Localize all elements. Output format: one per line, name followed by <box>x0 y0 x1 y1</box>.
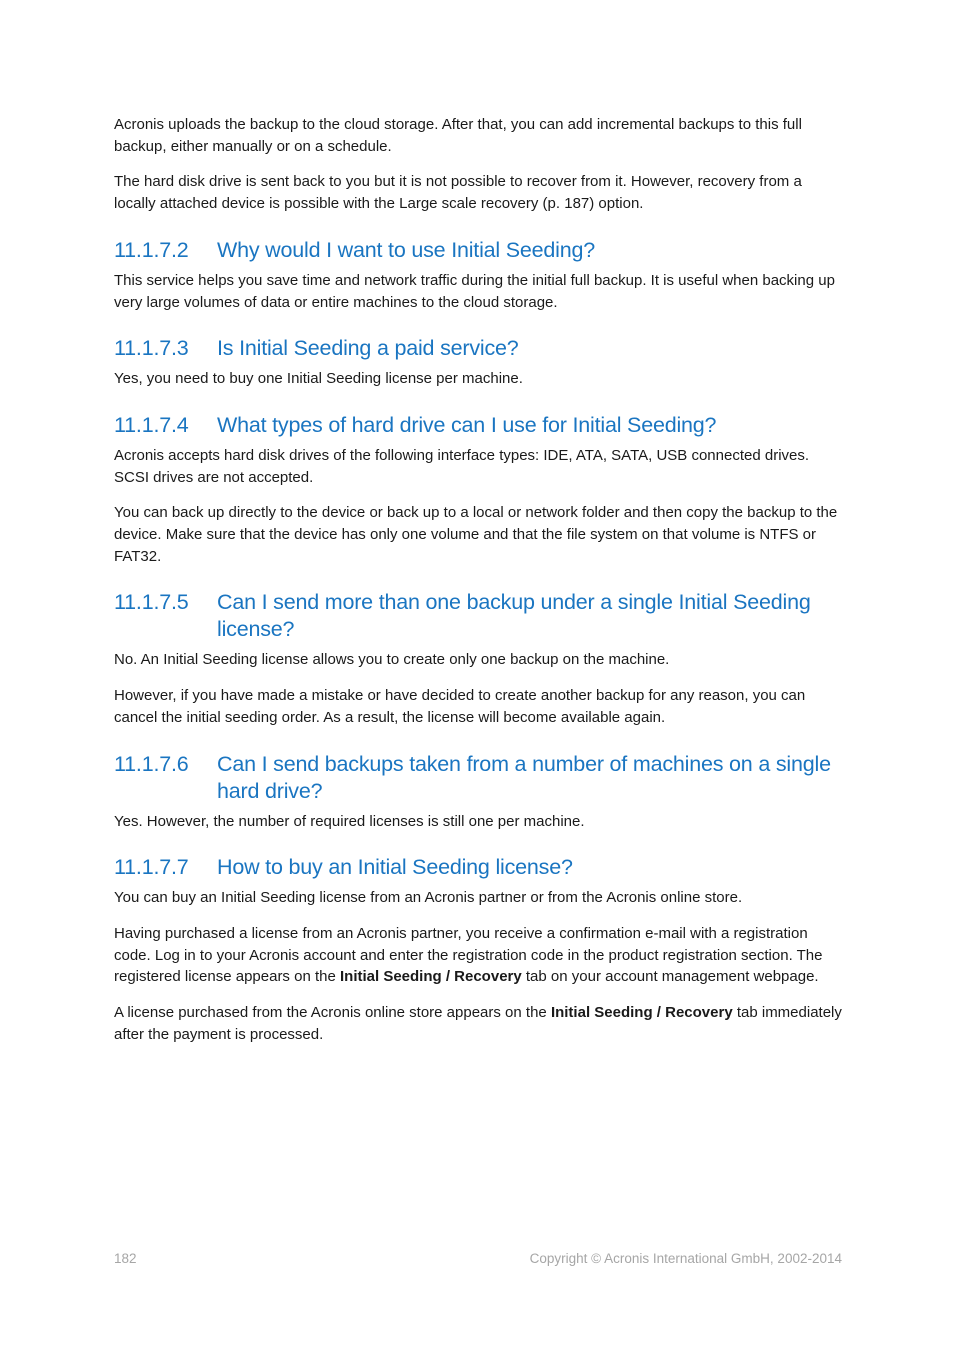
section-paragraph: This service helps you save time and network traffic during the initial full backup. It is useful when backing up very large volumes of data or entire machines to the cloud storage. <box>114 271 835 311</box>
section-heading <box>114 589 842 643</box>
page-footer <box>114 1251 842 1266</box>
section-paragraph: No. An Initial Seeding license allows you to create only one backup on the machine. <box>114 651 670 669</box>
section-paragraph: Yes. However, the number of required licenses is still one per machine. <box>114 812 585 830</box>
section-title: What types of hard drive can I use for Initial Seeding? <box>217 412 717 437</box>
section-title: Can I send more than one backup under a single Initial Seeding license? <box>217 590 811 642</box>
section-heading <box>114 335 842 362</box>
section-paragraph: Having purchased a license from an Acronis partner, you receive a confirmation e-mail with a registration code. Log in to your Acronis account and enter the registration code in the product registration section. The registered license appears on the Initial Seeding / Recovery tab on your account management webpage. <box>114 924 823 986</box>
section-title: How to buy an Initial Seeding license? <box>217 855 573 880</box>
section-number: 11.1.7.2 <box>114 237 189 262</box>
bold-tab-name: Initial Seeding / Recovery <box>339 968 522 986</box>
bold-tab-name: Initial Seeding / Recovery <box>550 1004 733 1022</box>
section-paragraph: You can back up directly to the device or back up to a local or network folder and then copy the backup to the device. Make sure that the device has only one volume and that the file system on that volume is NTFS or FAT32. <box>114 504 838 565</box>
copyright-notice: Copyright © Acronis International GmbH, 2002-2014 <box>529 1251 842 1266</box>
document-body <box>114 114 842 1059</box>
section-number: 11.1.7.6 <box>114 751 189 776</box>
section-title: Is Initial Seeding a paid service? <box>217 336 519 361</box>
section-paragraph: A license purchased from the Acronis online store appears on the Initial Seeding / Recovery tab immediately after the payment is processed. <box>114 1004 842 1043</box>
section-paragraph: Yes, you need to buy one Initial Seeding license per machine. <box>114 370 523 388</box>
section-heading <box>114 237 842 264</box>
section-paragraph: Acronis accepts hard disk drives of the following interface types: IDE, ATA, SATA, USB connected drives. SCSI drives are not accepted. <box>114 446 810 486</box>
section-number: 11.1.7.5 <box>114 590 189 615</box>
section-heading <box>114 751 842 805</box>
section-number: 11.1.7.3 <box>114 336 189 361</box>
section-title: Can I send backups taken from a number of machines on a single hard drive? <box>217 751 831 803</box>
section-paragraph: You can buy an Initial Seeding license from an Acronis partner or from the Acronis online store. <box>114 889 743 907</box>
section-heading <box>114 854 842 881</box>
section-number: 11.1.7.4 <box>114 412 189 437</box>
intro-paragraph: The hard disk drive is sent back to you but it is not possible to recover from it. However, recovery from a locally attached device is possible with the Large scale recovery (p. 187) option. <box>114 173 802 213</box>
section-heading <box>114 412 842 439</box>
section-number: 11.1.7.7 <box>114 855 189 880</box>
section-paragraph: However, if you have made a mistake or have decided to create another backup for any reason, you can cancel the initial seeding order. As a result, the license will become available again. <box>114 687 806 726</box>
page-number: 182 <box>114 1251 137 1266</box>
section-title: Why would I want to use Initial Seeding? <box>217 237 596 262</box>
intro-paragraph: Acronis uploads the backup to the cloud storage. After that, you can add incremental backups to this full backup, either manually or on a schedule. <box>114 116 802 155</box>
